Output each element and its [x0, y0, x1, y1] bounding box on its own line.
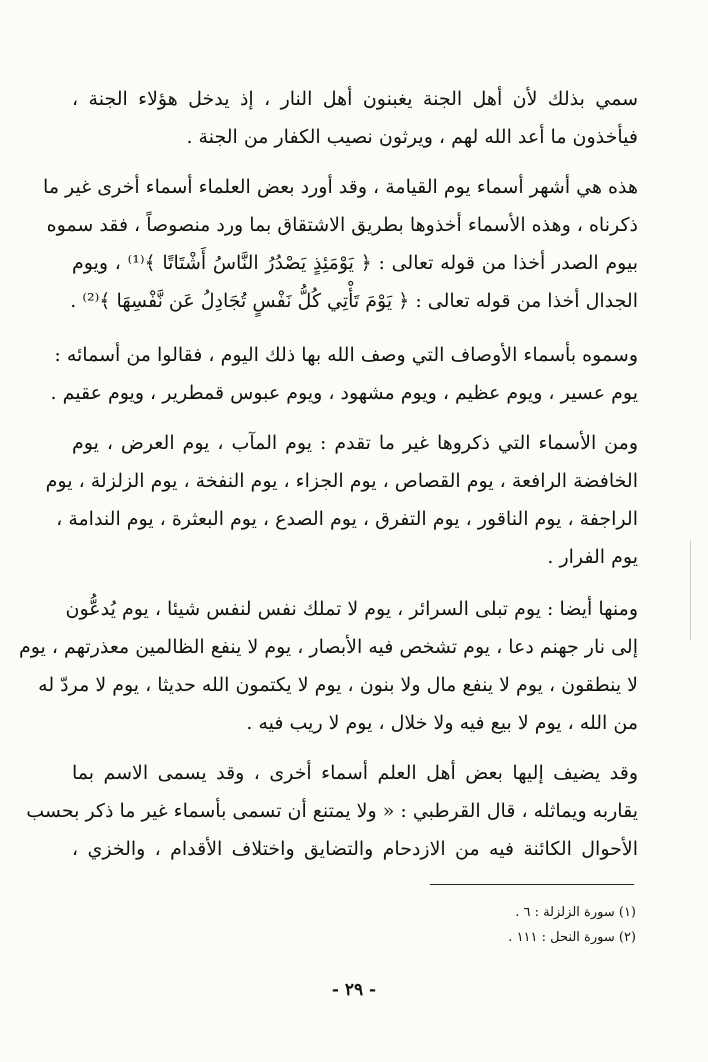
text-line: وسموه بأسماء الأوصاف التي وصف الله بها ذلك اليوم ، فقالوا من أسمائه : [54, 344, 638, 366]
text-line: يوم الفرار . [547, 546, 638, 568]
footnote: (١) سورة الزلزلة : ٦ . [515, 905, 636, 920]
footnotes [300, 900, 636, 950]
text-line: الخافضة الرافعة ، يوم القصاص ، يوم الجزاء ، يوم النفخة ، يوم الزلزلة ، يوم [45, 470, 638, 492]
text-line: ومن الأسماء التي ذكروها غير ما تقدم : يوم المآب ، يوم العرض ، يوم [72, 432, 638, 454]
text-line: إلى نار جهنم دعا ، يوم تشخص فيه الأبصار ، يوم لا ينفع الظالمين معذرتهم ، يوم [18, 636, 638, 658]
text-line: الراجفة ، يوم الناقور ، يوم التفرق ، يوم الصدع ، يوم البعثرة ، يوم الندامة ، [56, 508, 638, 530]
text-line: لا ينطقون ، يوم لا ينفع مال ولا بنون ، يوم لا يكتمون الله حديثا ، يوم لا مردّ له [38, 674, 638, 696]
text-line: الأحوال الكائنة فيه من الازدحام والتضايق واختلاف الأقدام ، والخزي ، [72, 838, 638, 860]
text-line: بيوم الصدر أخذا من قوله تعالى : ﴿ يَوْمَئِذٍ يَصْدُرُ النَّاسُ أَشْتَاتًا ﴾⁽¹⁾ ، ويوم [72, 252, 639, 274]
page-edge-mark [690, 540, 691, 640]
paragraph-6 [26, 754, 638, 868]
paragraph-2 [43, 168, 639, 320]
text-line: ذكرناه ، وهذه الأسماء أخذوها بطريق الاشتقاق بما ورد منصوصاً ، فقد سموه [46, 214, 638, 236]
text-line: سمي بذلك لأن أهل الجنة يغبنون أهل النار ، إذ يدخل هؤلاء الجنة ، [72, 88, 638, 110]
text-line: ومنها أيضا : يوم تبلى السرائر ، يوم لا تملك نفس لنفس شيئا ، يوم يُدعُّون [65, 598, 638, 620]
paragraph-1 [72, 80, 638, 156]
text-line: يقاربه ويماثله ، قال القرطبي : « ولا يمتنع أن تسمى بأسماء غير ما ذكر بحسب [26, 800, 638, 822]
paragraph-5 [18, 590, 638, 742]
paragraph-3 [50, 336, 638, 412]
footnote: (٢) سورة النحل : ١١١ . [508, 930, 636, 945]
paragraph-4 [45, 424, 638, 576]
text-line: الجدال أخذا من قوله تعالى : ﴿ يَوْمَ تَأْتِي كُلُّ نَفْسٍ تُجَادِلُ عَن نَّفْسِهَا ﴾⁽²⁾ . [70, 290, 638, 312]
text-line: هذه هي أشهر أسماء يوم القيامة ، وقد أورد بعض العلماء أسماء أخرى غير ما [43, 176, 638, 198]
page-number: - ٢٩ - [331, 980, 377, 1000]
text-line: يوم عسير ، ويوم عظيم ، ويوم مشهود ، ويوم عبوس قمطرير ، ويوم عقيم . [50, 382, 638, 404]
text-line: وقد يضيف إليها بعض أهل العلم أسماء أخرى ، وقد يسمى الاسم بما [72, 762, 638, 784]
text-line: من الله ، يوم لا بيع فيه ولا خلال ، يوم لا ريب فيه . [246, 712, 638, 734]
text-line: فيأخذون ما أعد الله لهم ، ويرثون نصيب الكفار من الجنة . [186, 126, 638, 148]
footnote-separator [430, 884, 634, 885]
